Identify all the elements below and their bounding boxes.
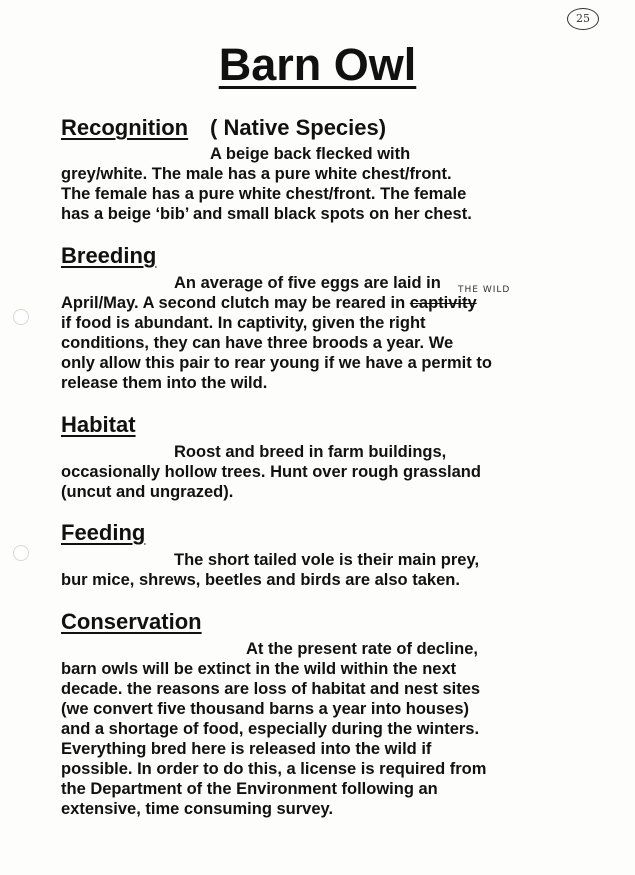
recognition-line: The female has a pure white chest/front. The female [61, 185, 467, 203]
section-heading-feeding: Feeding [61, 520, 146, 545]
punch-hole [13, 545, 29, 561]
recognition-line: grey/white. The male has a pure white chest/front. [61, 165, 452, 183]
breeding-line: if food is abundant. In captivity, given the right [61, 314, 426, 332]
conservation-line: barn owls will be extinct in the wild within the next [61, 660, 457, 678]
habitat-line: occasionally hollow trees. Hunt over rough grassland [61, 463, 481, 481]
conservation-line: and a shortage of food, especially during the winters. [61, 720, 480, 738]
conservation-line: possible. In order to do this, a license is required from [61, 760, 487, 778]
breeding-line: An average of five eggs are laid in [174, 274, 441, 292]
recognition-subheading: ( Native Species) [210, 115, 387, 140]
handwritten-correction: THE WILD [458, 285, 511, 295]
breeding-line: conditions, they can have three broods a year. We [61, 334, 454, 352]
recognition-line: A beige back flecked with [210, 145, 411, 163]
breeding-line: only allow this pair to rear young if we have a permit to [61, 354, 492, 372]
conservation-line: (we convert five thousand barns a year into houses) [61, 700, 470, 718]
breeding-line: April/May. A second clutch may be reared in captivity [61, 294, 477, 312]
feeding-line: bur mice, shrews, beetles and birds are also taken. [61, 571, 460, 589]
section-heading-habitat: Habitat [61, 412, 136, 437]
section-heading-recognition: Recognition [61, 115, 189, 140]
page-title: Barn Owl [218, 39, 417, 90]
punch-hole [13, 309, 29, 325]
habitat-line: (uncut and ungrazed). [61, 483, 234, 501]
section-heading-breeding: Breeding [61, 243, 157, 268]
breeding-line: release them into the wild. [61, 374, 268, 392]
feeding-line: The short tailed vole is their main prey, [174, 551, 480, 569]
conservation-line: decade. the reasons are loss of habitat and nest sites [61, 680, 481, 698]
conservation-line: At the present rate of decline, [246, 640, 478, 658]
struck-word: captivity [409, 294, 477, 312]
recognition-line: has a beige ‘bib’ and small black spots on her chest. [61, 205, 472, 223]
conservation-line: the Department of the Environment following an [61, 780, 438, 798]
conservation-line: Everything bred here is released into the wild if [61, 740, 432, 758]
section-heading-conservation: Conservation [61, 609, 202, 634]
conservation-line: extensive, time consuming survey. [61, 800, 334, 818]
habitat-line: Roost and breed in farm buildings, [174, 443, 447, 461]
page-number: 25 [567, 8, 599, 30]
